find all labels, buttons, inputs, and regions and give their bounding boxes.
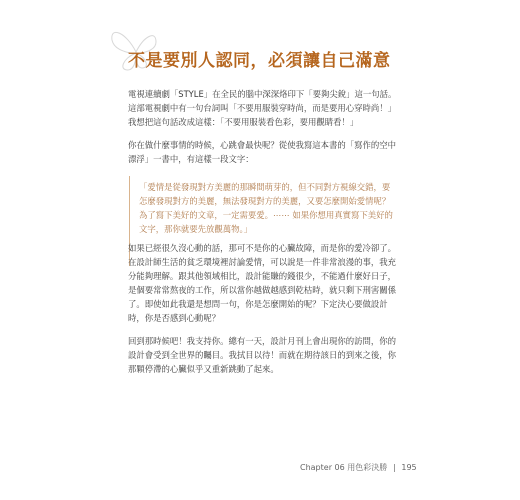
quote-block bbox=[139, 180, 397, 236]
paragraph-3-text: 如果已經很久沒心動的話，那可不是你的心臟故障，而是你的愛冷卻了。在設計師生活的貧乏環境裡討論愛情，可以說是一件非常浪漫的事，我充分能夠理解。跟其他領域相比，設計能賺的錢很少，不能過什麼好日子，是個要常常熬夜的工作，所以當你越做越感到乾枯時，就只剩下刑害關係了。即使如此我還是想問一句，你是怎麼開始的呢？下定決心要做設計時，你是否感到心動呢？ bbox=[128, 243, 396, 323]
page-footer bbox=[300, 462, 417, 473]
footer-chapter: Chapter 06 bbox=[300, 463, 345, 472]
page-number: 195 bbox=[401, 463, 417, 472]
paragraph-1-text: 電視連續劇「STYLE」在全民的腦中深深烙印下「要夠尖銳」這一句話。這部電視劇中有一句台詞叫「不要用服裝穿時尚，而是要用心穿時尚！」我想把這句話改成這樣：「不要用服裝看色彩，要用觀睛看！」 bbox=[128, 89, 397, 127]
paragraph-2-text: 你在做什麼事情的時候，心跳會最快呢？從使我寫這本書的「寫作的空中漂浮」一書中，有這樣一段文字： bbox=[128, 140, 396, 164]
section-title: 不是要別人認同，必須讓自己滿意 bbox=[128, 51, 391, 71]
footer-divider bbox=[394, 464, 395, 472]
footer-section: 用色彩決勝 bbox=[347, 463, 388, 472]
quote-text: 「愛情是從發現對方美麗的那瞬間萌芽的，但不同對方視線交錯，要怎麼發現對方的美麗，無法發現對方的美麗，又要怎麼開始愛情呢？為了寫下美好的文章，一定需要愛。⋯⋯ 如果你想用真實寫下美好的文字，那你就要先放觀萬物。」 bbox=[139, 182, 393, 234]
paragraph-4-text: 回到那時候吧！我支持你。總有一天，設計月刊上會出現你的訪問，你的設計會受到全世界的矚目。我拭目以待！而就在期待該日的到來之後，你那顆停滯的心臟似乎又重新跳動了起來。 bbox=[128, 336, 396, 374]
paragraph-3 bbox=[128, 241, 398, 325]
paragraph-4 bbox=[128, 334, 398, 376]
paragraph-2 bbox=[128, 138, 398, 166]
paragraph-1 bbox=[128, 87, 398, 129]
